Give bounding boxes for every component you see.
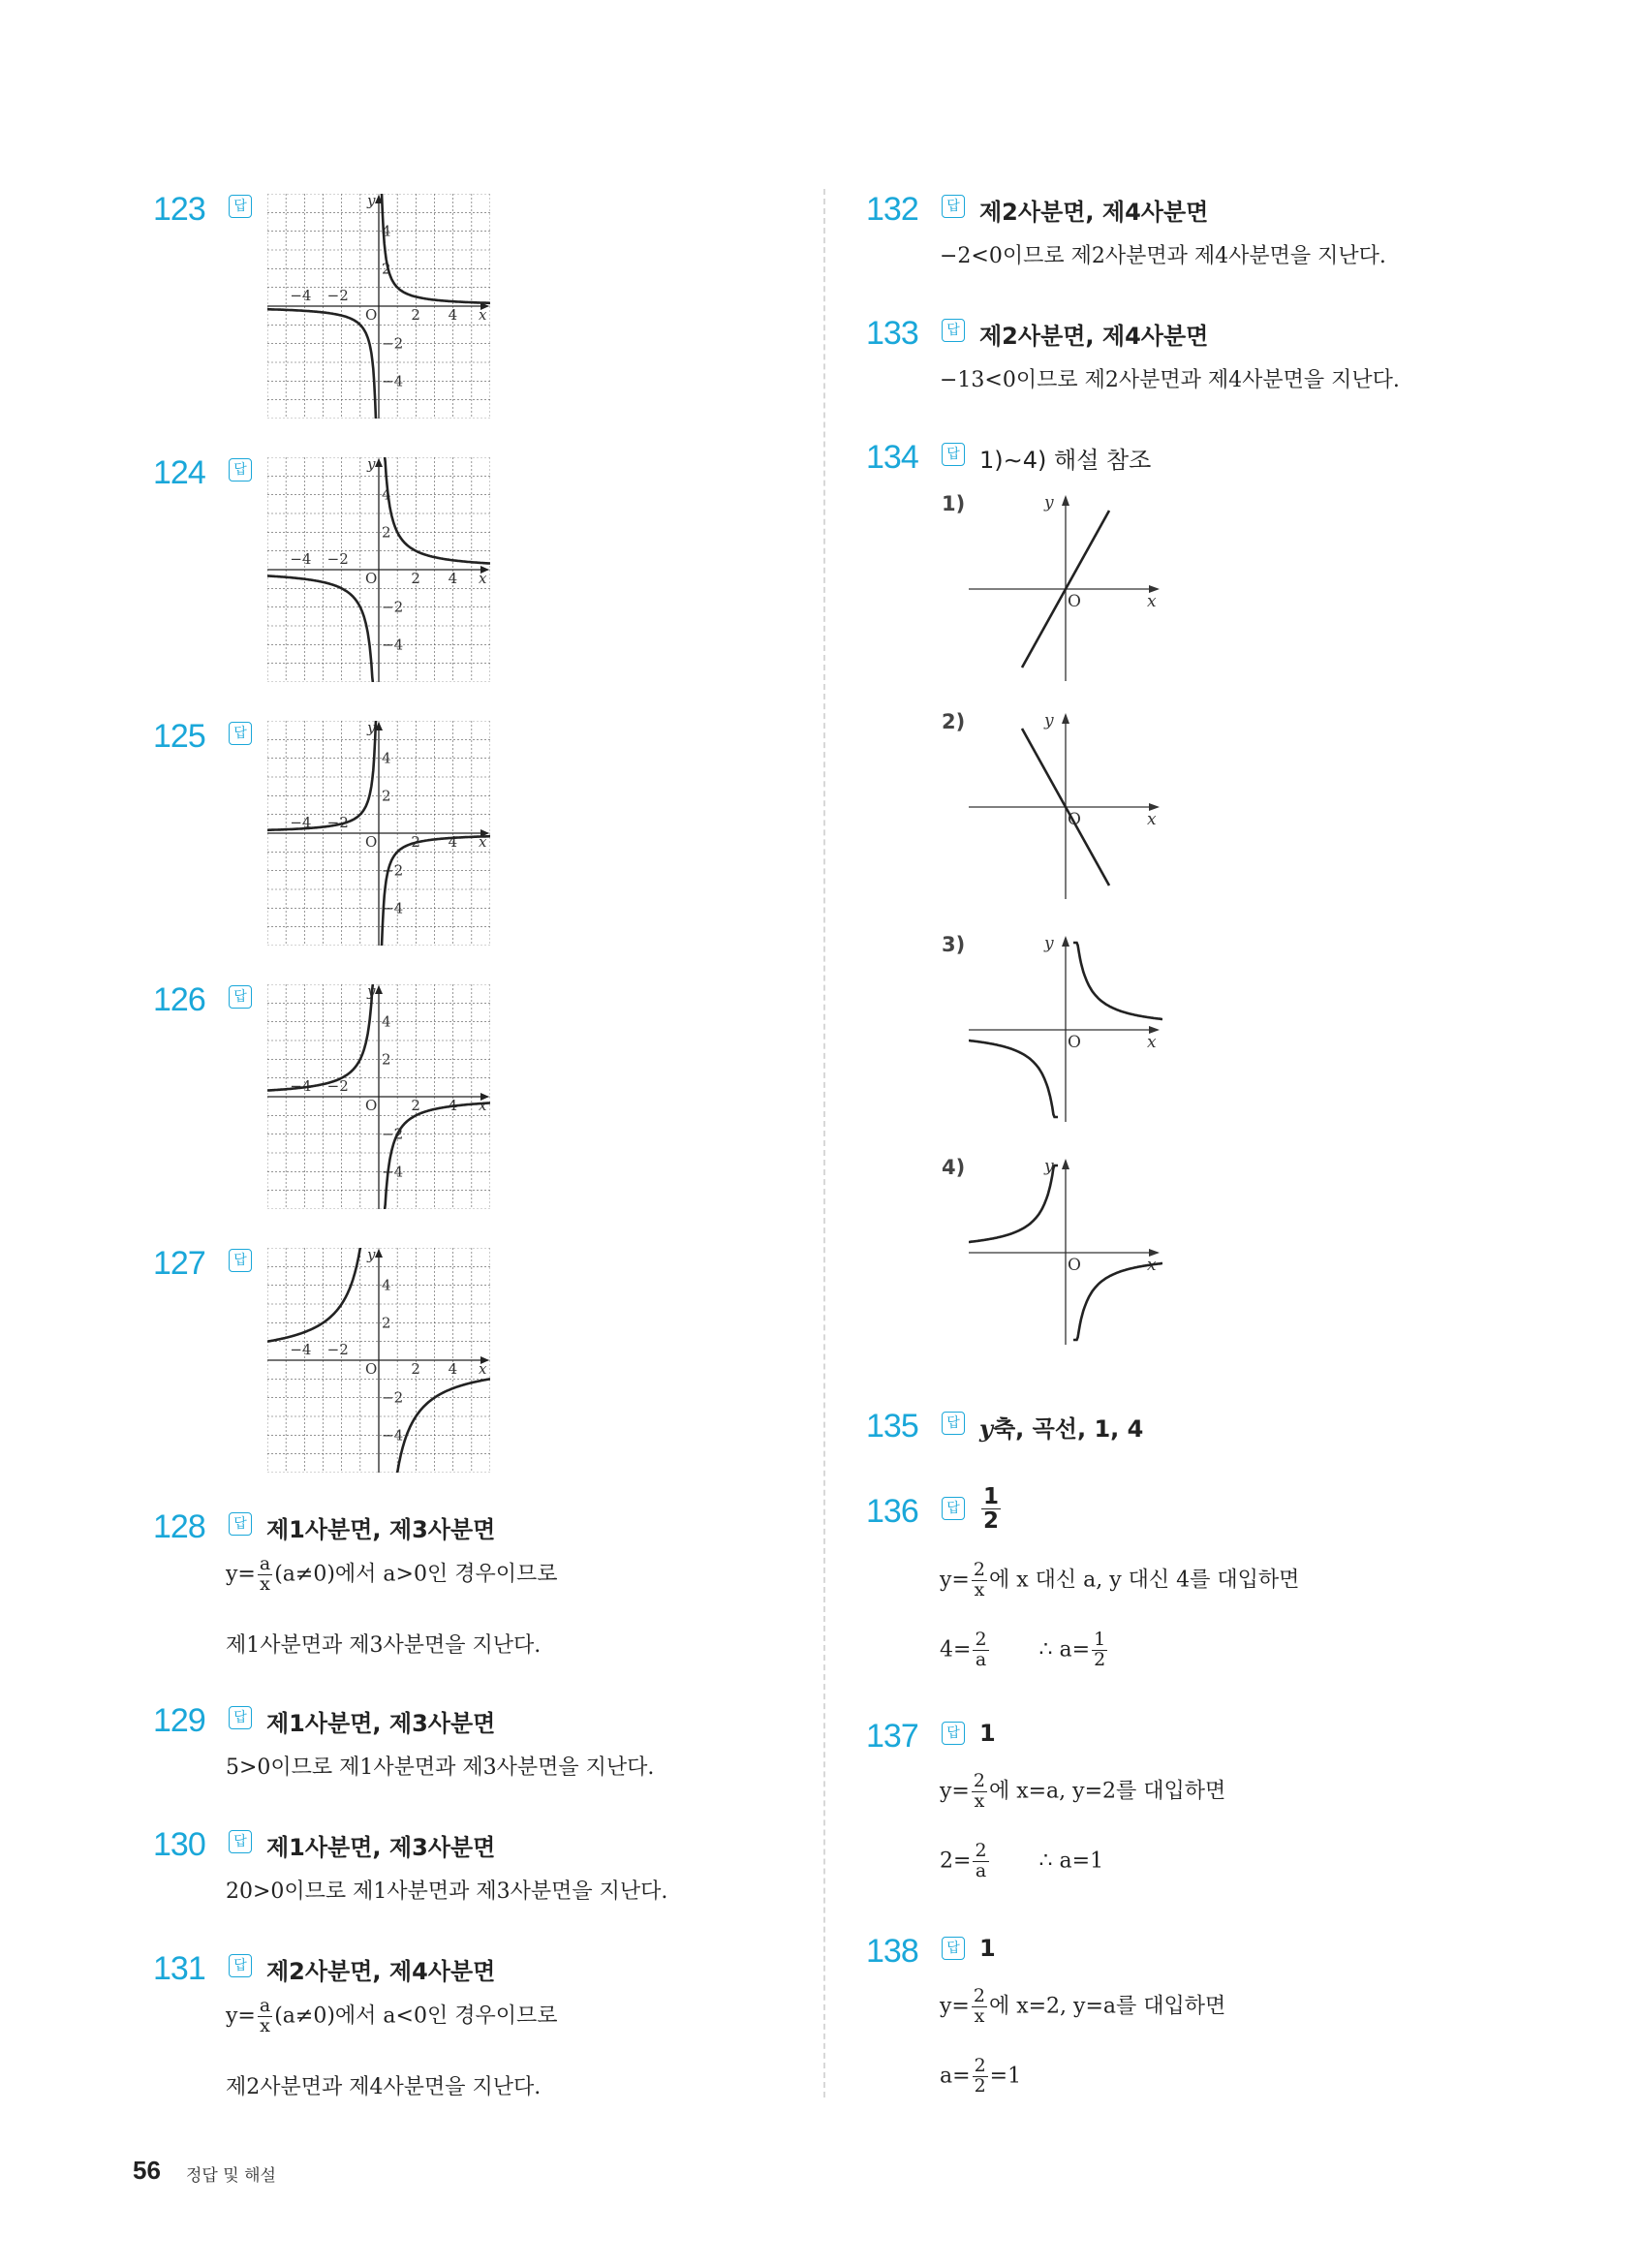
- answer-badge: 답: [229, 1706, 252, 1729]
- origin-label: O: [1068, 592, 1081, 611]
- tick-label: 4: [382, 749, 391, 767]
- tick-label: −4: [290, 1077, 312, 1095]
- tick-label: 2: [382, 523, 391, 542]
- tick-label: −4: [382, 636, 404, 654]
- origin-label: O: [365, 833, 378, 851]
- tick-label: −4: [382, 1426, 404, 1445]
- y-axis-label: y: [367, 984, 376, 1000]
- problem-number: 133: [866, 315, 918, 352]
- tick-label: −2: [326, 550, 349, 568]
- x-axis-label: x: [1147, 592, 1157, 611]
- y-axis-label: y: [1044, 934, 1054, 953]
- tick-label: −2: [326, 1341, 349, 1358]
- curve-branch: [969, 1041, 1058, 1117]
- origin-label: O: [365, 1360, 378, 1378]
- sub-label-3: 3): [942, 933, 966, 956]
- curve-branch: [1073, 943, 1162, 1019]
- answer-badge: 답: [229, 722, 252, 745]
- tick-label: −2: [326, 287, 349, 304]
- answer-text: 제1사분면, 제3사분면: [266, 1834, 496, 1861]
- tick-label: 4: [382, 1012, 391, 1031]
- x-axis-label: x: [479, 1097, 487, 1114]
- tick-label: 2: [411, 833, 420, 851]
- x-axis-label: x: [479, 306, 487, 324]
- axes-graph-2: [969, 710, 1162, 904]
- tick-label: −2: [382, 1125, 404, 1143]
- y-axis-label: y: [367, 457, 376, 473]
- tick-label: −4: [382, 1163, 404, 1181]
- answer-badge: 답: [229, 985, 252, 1009]
- graph-123: [267, 194, 490, 419]
- tick-label: 4: [382, 1276, 391, 1294]
- tick-label: 4: [448, 833, 458, 851]
- y-axis-arrow: [375, 458, 383, 467]
- x-axis-label: x: [479, 1360, 487, 1378]
- origin-label: O: [1068, 1033, 1081, 1052]
- y-axis-label: y: [1044, 493, 1054, 513]
- explanation-line-1: y= $\frac{2}{x}$ 에 x=2, y=a를 대입하면: [940, 1985, 1226, 2027]
- curve-branch: [267, 575, 378, 682]
- curve-branch: [380, 1103, 490, 1209]
- problem-number: 136: [866, 1493, 918, 1530]
- explanation-line-1: y= $\frac{2}{x}$ 에 x=a, y=2를 대입하면: [940, 1770, 1226, 1812]
- explanation-line-1: y= $\frac{a}{x}$ (a≠0)에서 a<0인 경우이므로: [226, 1995, 558, 2036]
- x-axis-label: x: [1147, 810, 1157, 829]
- y-axis-label: y: [1044, 1157, 1054, 1176]
- tick-label: −2: [382, 334, 404, 353]
- answer-badge: 답: [229, 1830, 252, 1853]
- origin-label: O: [365, 570, 378, 587]
- answer-badge: 답: [942, 1722, 965, 1745]
- graph-125: [267, 721, 490, 946]
- answer-text: 1)∼4) 해설 참조: [979, 447, 1152, 474]
- explanation-line-1: −13<0이므로 제2사분면과 제4사분면을 지난다.: [940, 368, 1400, 392]
- answer-badge: 답: [229, 1954, 252, 1977]
- y-axis-arrow: [1062, 495, 1069, 506]
- tick-label: −4: [290, 550, 312, 568]
- footer-title: 정답 및 해설: [186, 2166, 276, 2186]
- explanation-line-1: y= $\frac{2}{x}$ 에 x 대신 a, y 대신 4를 대입하면: [940, 1559, 1300, 1600]
- answer-badge: 답: [942, 195, 965, 218]
- explanation-line-1: y= $\frac{a}{x}$ (a≠0)에서 a>0인 경우이므로: [226, 1553, 558, 1595]
- tick-label: −4: [382, 372, 404, 390]
- tick-label: 2: [411, 1097, 420, 1114]
- answer-badge: 답: [942, 1412, 965, 1435]
- answer-text: 1: [979, 1720, 996, 1747]
- problem-number: 132: [866, 191, 918, 228]
- answer-text: 제2사분면, 제4사분면: [979, 323, 1209, 350]
- y-axis-label: y: [367, 721, 376, 736]
- tick-label: 2: [411, 570, 420, 587]
- answer-text: $\frac{1}{2}$: [983, 1484, 1000, 1535]
- tick-label: 2: [382, 260, 391, 278]
- problem-number: 134: [866, 439, 918, 476]
- explanation-line-1: 20>0이므로 제1사분면과 제3사분면을 지난다.: [226, 1880, 668, 1904]
- tick-label: −4: [382, 899, 404, 917]
- curve-branch: [267, 984, 378, 1091]
- problem-number: 124: [153, 454, 205, 491]
- tick-label: 4: [382, 485, 391, 504]
- page-number: 56: [133, 2156, 161, 2185]
- y-axis-label: y: [367, 194, 376, 209]
- tick-label: −2: [326, 1077, 349, 1095]
- y-axis-label: y: [367, 1248, 376, 1263]
- curve-branch: [380, 457, 490, 564]
- y-axis-label: y: [1044, 711, 1054, 730]
- graph-127: [267, 1248, 490, 1473]
- axes-graph-4: [969, 1156, 1162, 1350]
- tick-label: −4: [290, 1341, 312, 1358]
- x-axis-label: x: [1147, 1033, 1157, 1052]
- tick-label: 2: [411, 306, 420, 324]
- answer-badge: 답: [942, 319, 965, 342]
- problem-number: 127: [153, 1245, 205, 1282]
- tick-label: 2: [382, 1314, 391, 1332]
- problem-number: 125: [153, 718, 205, 755]
- tick-label: 2: [382, 787, 391, 805]
- tick-label: 4: [448, 1360, 458, 1378]
- answer-text: 제2사분면, 제4사분면: [979, 199, 1209, 226]
- y-axis-arrow: [1062, 713, 1069, 724]
- axes-graph-3: [969, 933, 1162, 1127]
- problem-number: 135: [866, 1408, 918, 1445]
- answer-text: 제2사분면, 제4사분면: [266, 1958, 496, 1985]
- tick-label: 4: [448, 1097, 458, 1114]
- explanation-line-2: 4= $\frac{2}{a}$ ∴ a= $\frac{1}{2}$: [940, 1629, 1106, 1670]
- curve-branch: [267, 721, 378, 830]
- answer-text: 제1사분면, 제3사분면: [266, 1516, 496, 1543]
- answer-badge: 답: [229, 1249, 252, 1272]
- curve-branch: [380, 836, 490, 946]
- column-divider: [823, 189, 825, 2097]
- tick-label: 4: [448, 306, 458, 324]
- curve-branch: [267, 1248, 378, 1342]
- problem-number: 126: [153, 981, 205, 1018]
- origin-label: O: [365, 1097, 378, 1114]
- problem-number: 130: [153, 1826, 205, 1863]
- tick-label: −2: [382, 1388, 404, 1407]
- y-axis-arrow: [1062, 1159, 1069, 1169]
- problem-number: 129: [153, 1702, 205, 1739]
- answer-badge: 답: [942, 1497, 965, 1520]
- problem-number: 123: [153, 191, 205, 228]
- tick-label: 2: [411, 1360, 420, 1378]
- answer-text: y축, 곡선, 1, 4: [979, 1414, 1144, 1443]
- tick-label: 2: [382, 1050, 391, 1069]
- answer-badge: 답: [229, 195, 252, 218]
- answer-text: 제1사분면, 제3사분면: [266, 1710, 496, 1737]
- y-axis-arrow: [1062, 936, 1069, 947]
- sub-label-4: 4): [942, 1156, 966, 1179]
- sub-label-2: 2): [942, 710, 966, 733]
- answer-badge: 답: [229, 458, 252, 482]
- problem-number: 138: [866, 1933, 918, 1970]
- tick-label: −2: [382, 598, 404, 616]
- y-axis-arrow: [375, 1249, 383, 1258]
- sub-label-1: 1): [942, 492, 966, 515]
- answer-badge: 답: [942, 443, 965, 466]
- tick-label: 4: [448, 570, 458, 587]
- tick-label: −2: [382, 861, 404, 880]
- explanation-line-2: 제2사분면과 제4사분면을 지난다.: [226, 2075, 542, 2099]
- answer-text: 1: [979, 1935, 996, 1962]
- graph-126: [267, 984, 490, 1209]
- problem-number: 137: [866, 1718, 918, 1755]
- explanation-line-2: a= $\frac{2}{2}$ =1: [940, 2055, 1022, 2097]
- x-axis-label: x: [479, 833, 487, 851]
- graph-124: [267, 457, 490, 682]
- origin-label: O: [365, 306, 378, 324]
- curve-branch: [380, 194, 490, 303]
- x-axis-label: x: [1147, 1256, 1157, 1275]
- explanation-line-1: 5>0이므로 제1사분면과 제3사분면을 지난다.: [226, 1755, 655, 1780]
- y-axis-arrow: [375, 985, 383, 994]
- axes-graph-1: [969, 492, 1162, 686]
- origin-label: O: [1068, 810, 1081, 829]
- answer-badge: 답: [229, 1512, 252, 1536]
- tick-label: −4: [290, 287, 312, 304]
- explanation-line-2: 2= $\frac{2}{a}$ ∴ a=1: [940, 1840, 1104, 1881]
- answer-badge: 답: [942, 1937, 965, 1960]
- problem-number: 131: [153, 1950, 205, 1987]
- problem-number: 128: [153, 1508, 205, 1545]
- tick-label: −2: [326, 814, 349, 831]
- explanation-line-2: 제1사분면과 제3사분면을 지난다.: [226, 1633, 542, 1658]
- origin-label: O: [1068, 1256, 1081, 1275]
- tick-label: −4: [290, 814, 312, 831]
- tick-label: 4: [382, 222, 391, 240]
- x-axis-label: x: [479, 570, 487, 587]
- curve-branch: [267, 309, 378, 419]
- explanation-line-1: −2<0이므로 제2사분면과 제4사분면을 지난다.: [940, 244, 1386, 268]
- curve-branch: [969, 1165, 1058, 1242]
